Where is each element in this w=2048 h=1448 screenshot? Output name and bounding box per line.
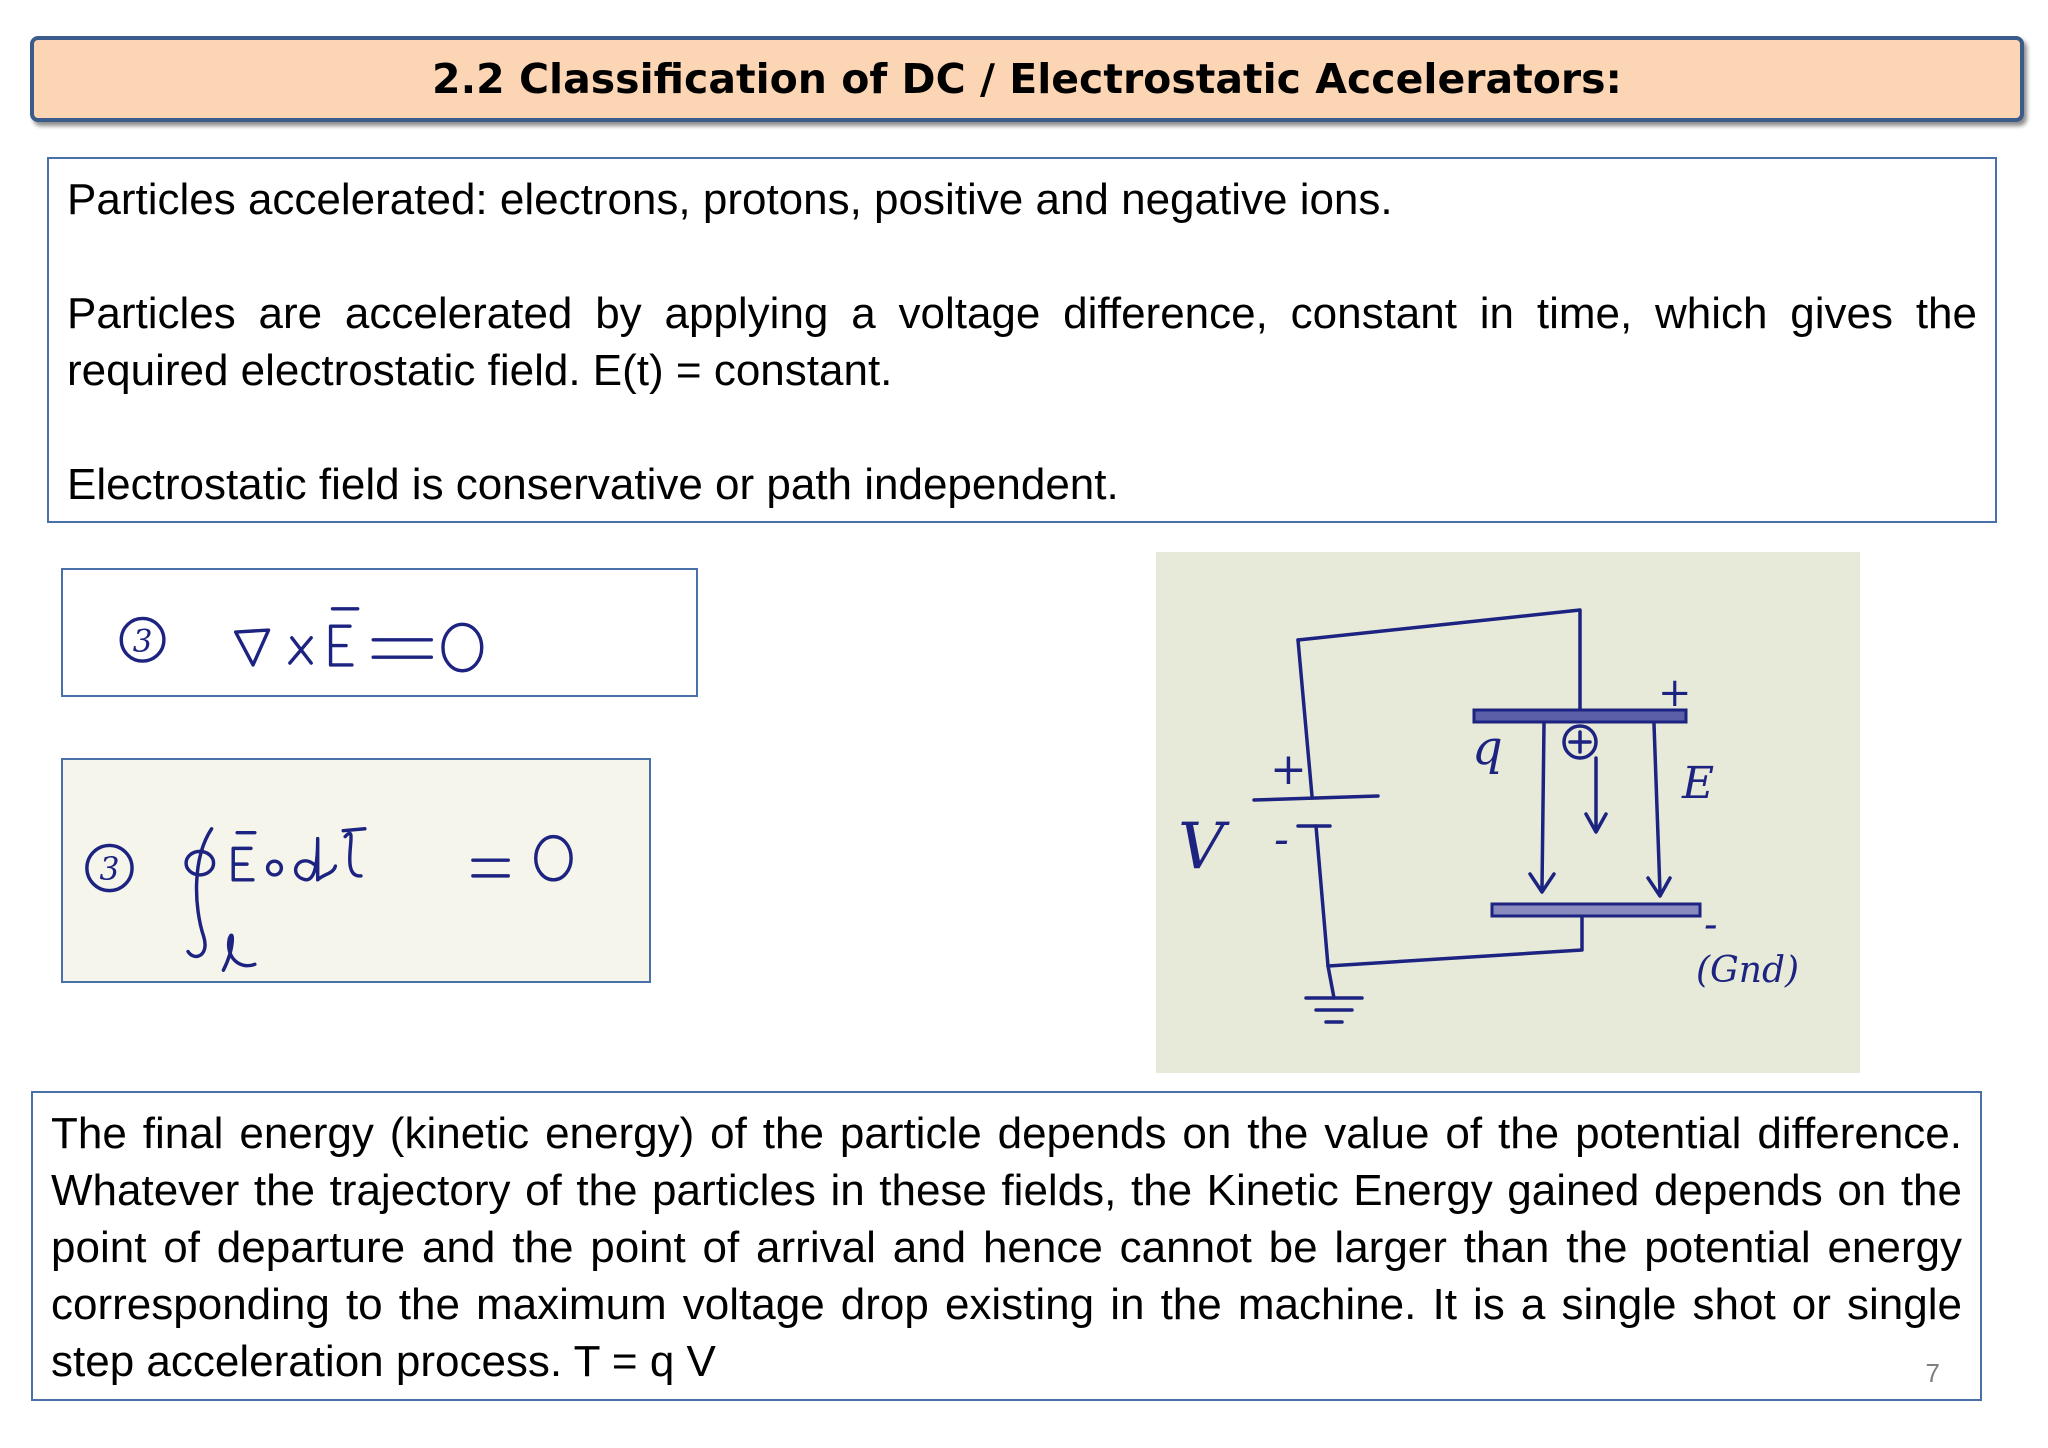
bottom-plate-sign: - <box>1704 902 1718 948</box>
page-number: 7 <box>1925 1358 1940 1388</box>
intro-paragraph-voltage: Particles are accelerated by applying a voltage difference, constant in time, which gives the required electrostatic field. E(t) = constant. <box>67 289 1977 395</box>
slide-title: 2.2 Classification of DC / Electrostatic Accelerators: <box>432 55 1622 103</box>
curl-equation-image <box>61 568 698 697</box>
top-plate-sign: + <box>1658 670 1692 716</box>
intro-text-box <box>47 157 1997 523</box>
voltage-label: V <box>1178 810 1225 884</box>
circuit-diagram-sketch <box>1156 552 1860 1073</box>
circuit-diagram-photo <box>1156 552 1860 1073</box>
conclusion-text-box <box>31 1091 1982 1401</box>
intro-paragraph-conservative: Electrostatic field is conservative or path independent. <box>67 460 1119 509</box>
line-integral-handwriting <box>63 760 649 981</box>
charge-label: q <box>1472 720 1503 776</box>
line-integral-equation-image <box>61 758 651 983</box>
battery-plus-label: + <box>1270 744 1307 795</box>
intro-paragraph-particles: Particles accelerated: electrons, protons, positive and negative ions. <box>67 175 1393 224</box>
svg-text:3: 3 <box>132 623 153 660</box>
battery-minus-label: - <box>1274 814 1289 865</box>
conclusion-paragraph: The final energy (kinetic energy) of the particle depends on the value of the potential difference. Whatever the trajectory of the particles in these fields, the Kinetic Energy gained depends on the point of departure and the point of arrival and hence cannot be larger than the potential energy corresponding to the maximum voltage drop existing in the machine. It is a single shot or single step acceleration process. T = q V <box>51 1109 1962 1386</box>
field-label: E <box>1682 758 1715 809</box>
curl-equation-handwriting <box>63 570 696 695</box>
ground-note: (Gnd) <box>1696 950 1800 991</box>
svg-text:3: 3 <box>99 851 120 888</box>
title-banner <box>30 36 2024 122</box>
